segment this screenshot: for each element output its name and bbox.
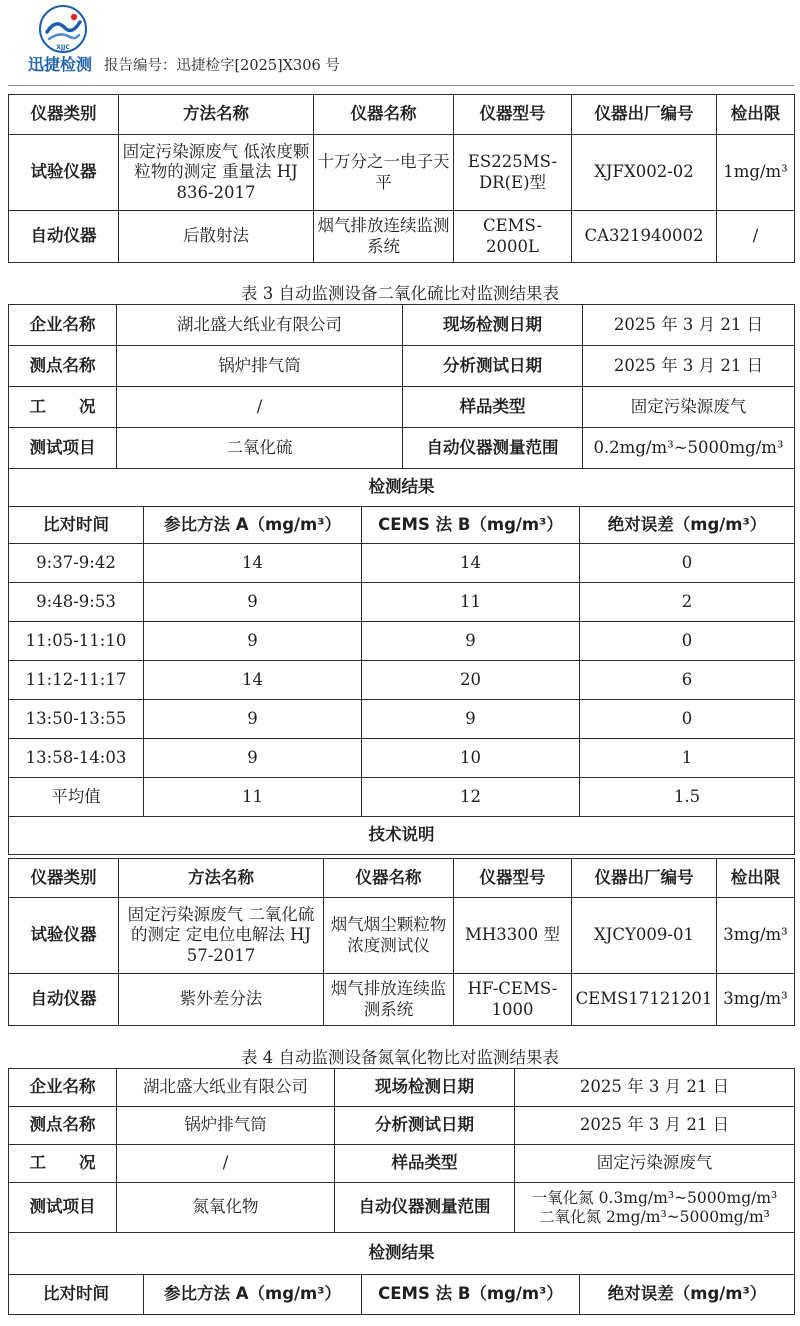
range-label: 自动仪器测量范围 — [335, 1183, 515, 1233]
table3-results — [8, 468, 795, 855]
value-a: 14 — [144, 544, 362, 583]
analysis-date: 2025 年 3 月 21 日 — [583, 346, 795, 387]
header-cell: 检出限 — [717, 859, 795, 898]
header-divider — [8, 85, 794, 86]
abs-error: 2 — [580, 583, 795, 622]
header-cell: CEMS 法 B（mg/m³） — [362, 507, 580, 544]
range-line-no2: 二氧化氮 2mg/m³~5000mg/m³ — [539, 1207, 770, 1226]
header-cell: 方法名称 — [119, 95, 314, 135]
instrument-model: ES225MS-DR(E)型 — [454, 135, 572, 211]
onsite-date-label: 现场检测日期 — [335, 1069, 515, 1107]
value-a: 9 — [144, 739, 362, 778]
table-row — [9, 583, 795, 622]
detection-limit: 1mg/m³ — [717, 135, 795, 211]
instrument-name: 烟气排放连续监测系统 — [324, 974, 454, 1026]
method-name: 固定污染源废气 低浓度颗粒物的测定 重量法 HJ 836-2017 — [119, 135, 314, 211]
report-number: 报告编号：迅捷检字[2025]X306 号 — [104, 58, 340, 74]
header-cell: 仪器类别 — [9, 95, 119, 135]
point-label: 测点名称 — [9, 346, 117, 387]
value-b: 9 — [362, 700, 580, 739]
header-cell: CEMS 法 B（mg/m³） — [362, 1275, 580, 1315]
instrument-category: 自动仪器 — [9, 211, 119, 263]
header-cell: 仪器型号 — [454, 859, 572, 898]
info-row — [9, 305, 795, 346]
results-title: 检测结果 — [9, 1233, 795, 1275]
table-row — [9, 974, 795, 1026]
value-a: 14 — [144, 661, 362, 700]
range-label: 自动仪器测量范围 — [403, 428, 583, 469]
onsite-date: 2025 年 3 月 21 日 — [583, 305, 795, 346]
section-title-row — [9, 817, 795, 855]
range-value: 0.2mg/m³~5000mg/m³ — [583, 428, 795, 469]
info-row — [9, 1069, 795, 1107]
analysis-date: 2025 年 3 月 21 日 — [515, 1107, 795, 1145]
logo-text: 迅捷检测 — [28, 55, 93, 74]
point-name: 锅炉排气筒 — [117, 346, 403, 387]
onsite-date-label: 现场检测日期 — [403, 305, 583, 346]
value-a: 11 — [144, 778, 362, 817]
table-row — [9, 211, 795, 263]
header-cell: 绝对误差（mg/m³） — [580, 1275, 795, 1315]
value-b: 11 — [362, 583, 580, 622]
header-cell: 仪器名称 — [314, 95, 454, 135]
sample-type-label: 样品类型 — [335, 1145, 515, 1183]
item-value: 氮氧化物 — [117, 1183, 335, 1233]
table-row — [9, 739, 795, 778]
value-b: 10 — [362, 739, 580, 778]
instrument-category: 试验仪器 — [9, 898, 119, 974]
detection-limit: 3mg/m³ — [717, 898, 795, 974]
sample-type: 固定污染源废气 — [583, 387, 795, 428]
info-row — [9, 1145, 795, 1183]
header-cell: 仪器型号 — [454, 95, 572, 135]
item-label: 测试项目 — [9, 1183, 117, 1233]
instrument-table-top — [8, 94, 795, 263]
table3-tech — [8, 858, 795, 1026]
instrument-name: 十万分之一电子天平 — [314, 135, 454, 211]
info-row — [9, 387, 795, 428]
item-label: 测试项目 — [9, 428, 117, 469]
info-row — [9, 1107, 795, 1145]
svg-text:XJJC: XJJC — [56, 44, 70, 51]
company-label: 企业名称 — [9, 305, 117, 346]
abs-error: 0 — [580, 622, 795, 661]
condition-value: / — [117, 387, 403, 428]
compare-time: 11:12-11:17 — [9, 661, 144, 700]
average-row — [9, 778, 795, 817]
compare-time: 11:05-11:10 — [9, 622, 144, 661]
info-row — [9, 1183, 795, 1233]
company-name: 湖北盛大纸业有限公司 — [117, 1069, 335, 1107]
section-title-row — [9, 469, 795, 507]
results-header-row — [9, 1275, 795, 1315]
instrument-category: 自动仪器 — [9, 974, 119, 1026]
value-b: 9 — [362, 622, 580, 661]
condition-label: 工 况 — [9, 1145, 117, 1183]
results-header-row — [9, 507, 795, 544]
method-name: 紫外差分法 — [119, 974, 324, 1026]
value-b: 14 — [362, 544, 580, 583]
table-header-row — [9, 95, 795, 135]
header-cell: 方法名称 — [119, 859, 324, 898]
table4-caption: 表 4 自动监测设备氮氧化物比对监测结果表 — [241, 1048, 559, 1067]
compare-time: 13:58-14:03 — [9, 739, 144, 778]
abs-error: 1 — [580, 739, 795, 778]
header-cell: 仪器出厂编号 — [572, 95, 717, 135]
detection-limit: 3mg/m³ — [717, 974, 795, 1026]
onsite-date: 2025 年 3 月 21 日 — [515, 1069, 795, 1107]
logo-emblem-icon — [38, 4, 88, 54]
table-row — [9, 700, 795, 739]
value-b: 12 — [362, 778, 580, 817]
header-cell: 比对时间 — [9, 1275, 144, 1315]
compare-time: 13:50-13:55 — [9, 700, 144, 739]
company-logo — [28, 4, 100, 74]
item-value: 二氧化硫 — [117, 428, 403, 469]
results-title: 检测结果 — [9, 469, 795, 507]
instrument-serial: XJFX002-02 — [572, 135, 717, 211]
table-row — [9, 898, 795, 974]
analysis-date-label: 分析测试日期 — [335, 1107, 515, 1145]
abs-error: 0 — [580, 700, 795, 739]
table-row — [9, 622, 795, 661]
value-a: 9 — [144, 622, 362, 661]
instrument-name: 烟气排放连续监测系统 — [314, 211, 454, 263]
compare-time: 9:37-9:42 — [9, 544, 144, 583]
point-label: 测点名称 — [9, 1107, 117, 1145]
value-a: 9 — [144, 583, 362, 622]
table-header-row — [9, 859, 795, 898]
header-cell: 仪器出厂编号 — [572, 859, 717, 898]
abs-error: 0 — [580, 544, 795, 583]
instrument-model: CEMS-2000L — [454, 211, 572, 263]
instrument-serial: CEMS17121201 — [572, 974, 717, 1026]
instrument-model: HF-CEMS-1000 — [454, 974, 572, 1026]
header-cell: 仪器类别 — [9, 859, 119, 898]
header-cell: 绝对误差（mg/m³） — [580, 507, 795, 544]
info-row — [9, 346, 795, 387]
table-row — [9, 544, 795, 583]
table4-results — [8, 1232, 795, 1315]
header-cell: 参比方法 A（mg/m³） — [144, 507, 362, 544]
section-title-row — [9, 1233, 795, 1275]
info-row — [9, 428, 795, 469]
method-name: 固定污染源废气 二氧化硫的测定 定电位电解法 HJ 57-2017 — [119, 898, 324, 974]
company-label: 企业名称 — [9, 1069, 117, 1107]
instrument-category: 试验仪器 — [9, 135, 119, 211]
table3-caption: 表 3 自动监测设备二氧化硫比对监测结果表 — [241, 284, 559, 303]
header-cell: 检出限 — [717, 95, 795, 135]
compare-time: 9:48-9:53 — [9, 583, 144, 622]
table-row — [9, 135, 795, 211]
tech-title: 技术说明 — [9, 817, 795, 855]
analysis-date-label: 分析测试日期 — [403, 346, 583, 387]
header-cell: 参比方法 A（mg/m³） — [144, 1275, 362, 1315]
value-a: 9 — [144, 700, 362, 739]
detection-limit: / — [717, 211, 795, 263]
header-cell: 比对时间 — [9, 507, 144, 544]
instrument-model: MH3300 型 — [454, 898, 572, 974]
instrument-serial: XJCY009-01 — [572, 898, 717, 974]
page-header — [0, 0, 800, 92]
average-label: 平均值 — [9, 778, 144, 817]
point-name: 锅炉排气筒 — [117, 1107, 335, 1145]
sample-type: 固定污染源废气 — [515, 1145, 795, 1183]
instrument-serial: CA321940002 — [572, 211, 717, 263]
abs-error: 6 — [580, 661, 795, 700]
abs-error: 1.5 — [580, 778, 795, 817]
condition-label: 工 况 — [9, 387, 117, 428]
range-line-no: 一氧化氮 0.3mg/m³~5000mg/m³ — [531, 1188, 778, 1207]
value-b: 20 — [362, 661, 580, 700]
sample-type-label: 样品类型 — [403, 387, 583, 428]
table-row — [9, 661, 795, 700]
table3-info — [8, 304, 795, 469]
condition-value: / — [117, 1145, 335, 1183]
company-name: 湖北盛大纸业有限公司 — [117, 305, 403, 346]
method-name: 后散射法 — [119, 211, 314, 263]
table4-info — [8, 1068, 795, 1233]
instrument-name: 烟气烟尘颗粒物浓度测试仪 — [324, 898, 454, 974]
header-cell: 仪器名称 — [324, 859, 454, 898]
range-value — [515, 1183, 795, 1233]
